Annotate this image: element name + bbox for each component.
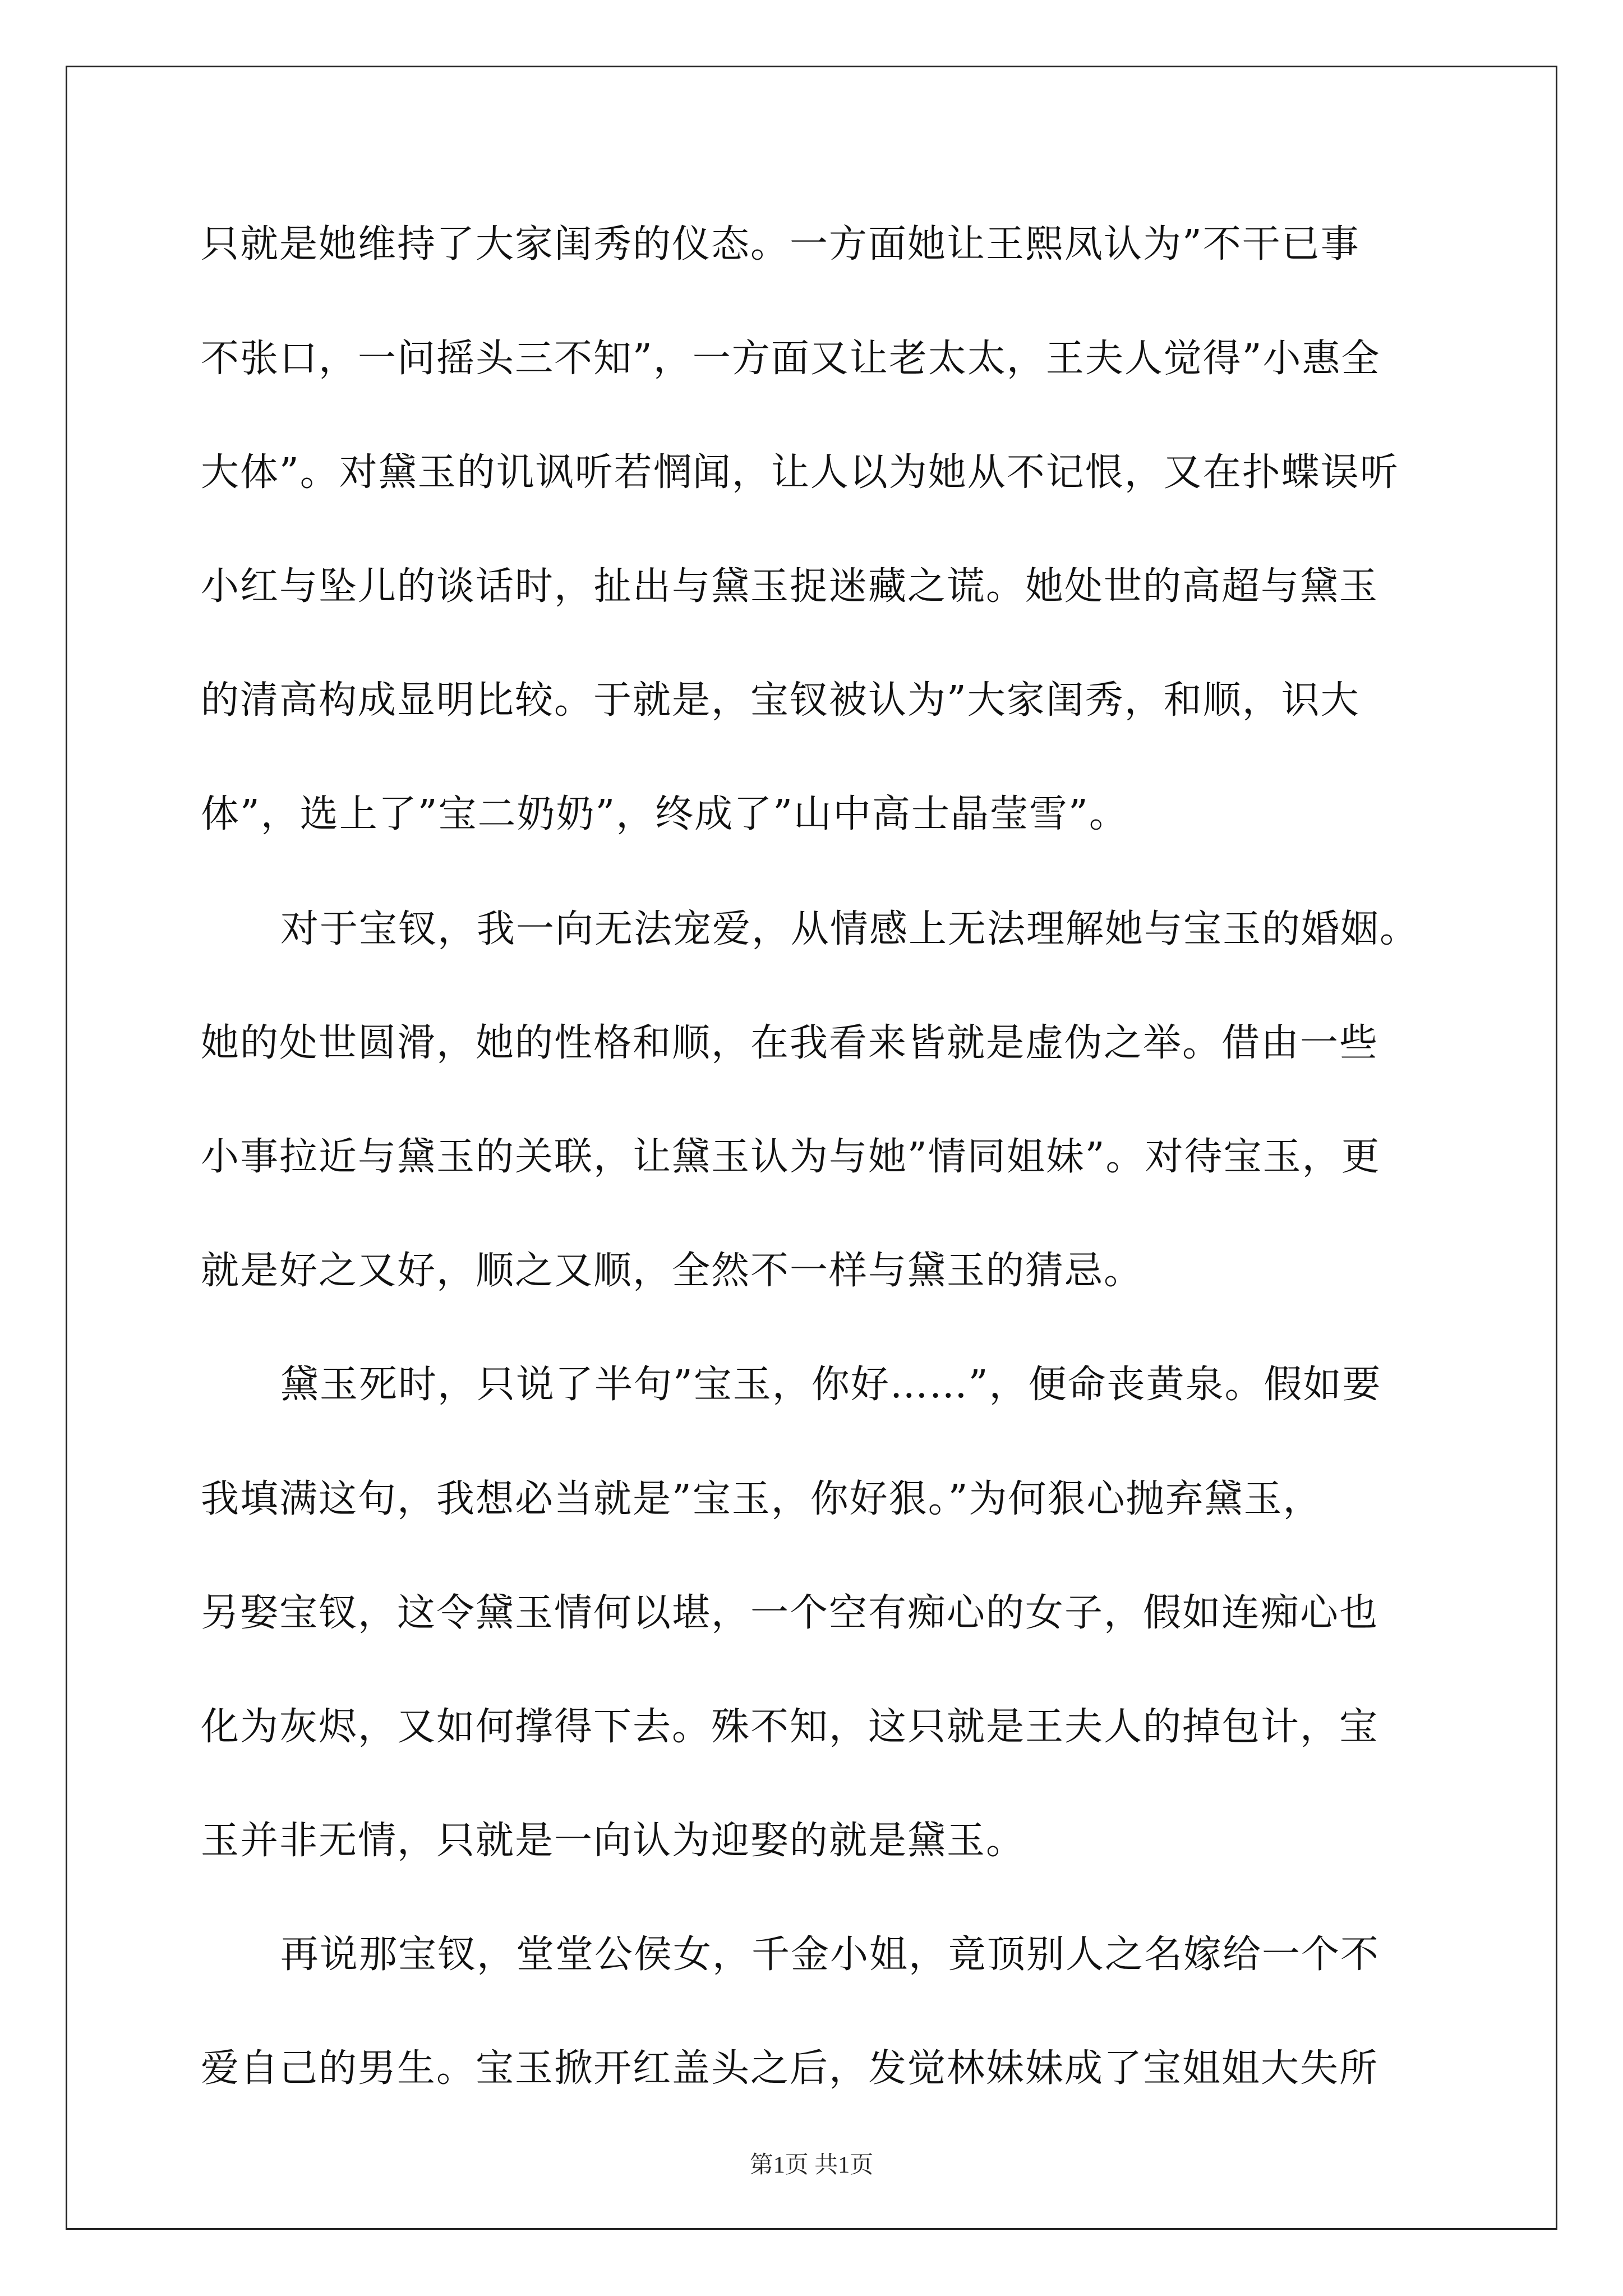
text-line: 她的处世圆滑，她的性格和顺，在我看来皆就是虚伪之举。借由一些 [201,1021,1379,1065]
text-line: 玉并非无情，只就是一向认为迎娶的就是黛玉。 [201,1819,1026,1863]
text-line: 就是好之又好，顺之又顺，全然不一样与黛玉的猜忌。 [201,1249,1144,1293]
text-line: 黛玉死时，只说了半句”宝玉，你好……”，便命丧黄泉。假如要 [280,1363,1382,1407]
text-line: 只就是她维持了大家闺秀的仪态。一方面她让王熙凤认为”不干已事 [201,222,1360,266]
text-line: 再说那宝钗，堂堂公侯女，千金小姐，竟顶别人之名嫁给一个不 [280,1932,1380,1977]
text-line: 体”，选上了”宝二奶奶”，终成了”山中高士晶莹雪”。 [201,792,1128,836]
text-line: 小红与坠儿的谈话时，扯出与黛玉捉迷藏之谎。她处世的高超与黛玉 [201,564,1379,609]
text-line: 化为灰烬，又如何撑得下去。殊不知，这只就是王夫人的掉包计，宝 [201,1705,1379,1749]
text-line: 另娶宝钗，这令黛玉情何以堪，一个空有痴心的女子，假如连痴心也 [201,1591,1379,1635]
text-line: 小事拉近与黛玉的关联，让黛玉认为与她”情同姐妹”。对待宝玉，更 [201,1135,1381,1179]
text-line: 的清高构成显明比较。于就是，宝钗被认为”大家闺秀，和顺，识大 [201,678,1360,723]
text-line: 爱自己的男生。宝玉掀开红盖头之后，发觉林妹妹成了宝姐姐大失所 [201,2046,1379,2091]
text-line: 对于宝钗，我一向无法宠爱，从情感上无法理解她与宝玉的婚姻。 [280,907,1419,951]
text-line: 大体”。对黛玉的讥讽听若惘闻，让人以为她从不记恨，又在扑蝶误听 [201,450,1399,495]
page-number: 第1页 共1页 [749,2152,874,2178]
text-line: 我填满这句，我想必当就是”宝玉，你好狠。”为何狠心抛弃黛玉， [201,1477,1322,1521]
text-line: 不张口，一问摇头三不知”，一方面又让老太太，王夫人觉得”小惠全 [201,337,1381,381]
